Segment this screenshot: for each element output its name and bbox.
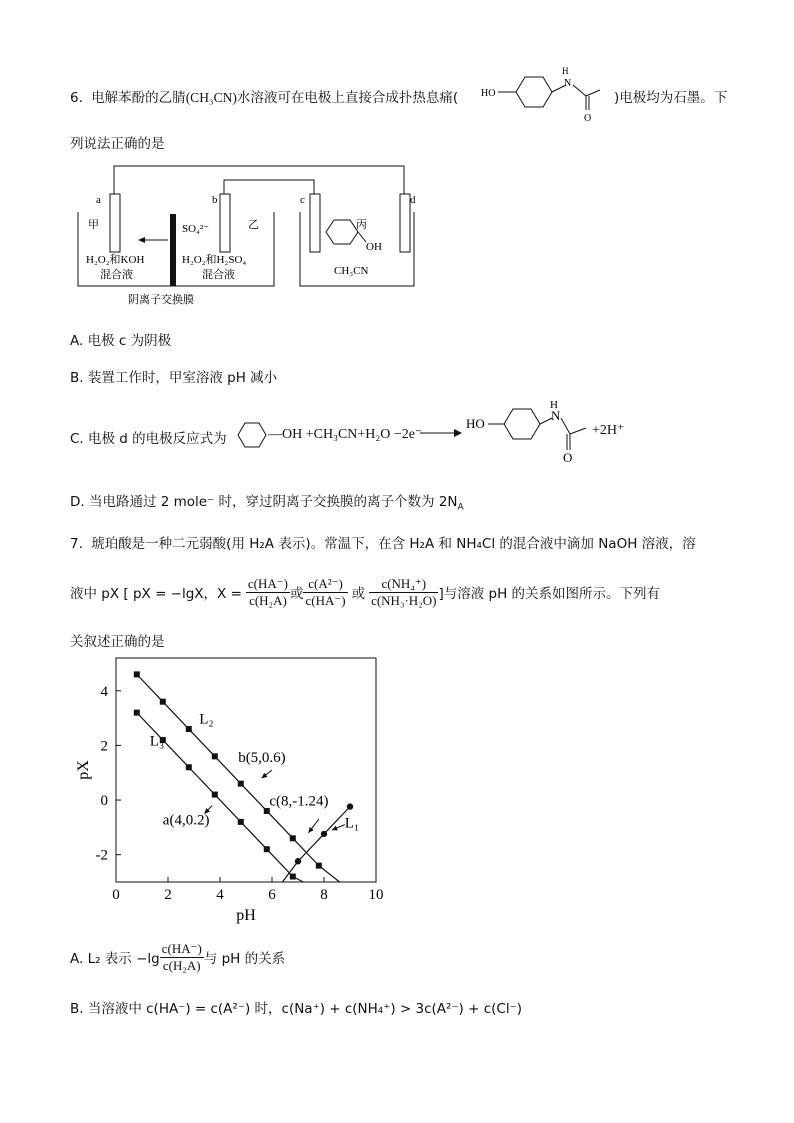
data-point-0 [316,863,322,869]
q6-option-c-equation: —OH +CH₃CN+H₂O −2e⁻ [268,427,423,442]
q6-option-d-sub: A [457,502,464,513]
q7-stem-line3: 关叙述正确的是 [70,634,165,650]
q7-option-b: B. 当溶液中 c(HA⁻) = c(A²⁻) 时，c(Na⁺) + c(NH₄⁺) > 3c(A²⁻) + c(Cl⁻) [70,1001,522,1017]
x-tick-label: 2 [164,887,172,903]
data-point-1 [134,710,140,716]
x-tick-label: 8 [320,887,328,903]
q6-option-d-text: D. 当电路通过 2 mole⁻ 时，穿过阴离子交换膜的离子个数为 2N [70,494,458,510]
reaction-arrow [418,426,464,440]
solvent-label: CH₃CN [334,265,369,277]
q6-number: 6. [70,90,83,106]
room-jia: 甲 [88,219,99,231]
data-point-0 [290,835,296,841]
electrode-a [110,194,120,252]
x-axis-label: pH [236,907,256,924]
annotation-5: L₁ [344,815,360,832]
q7-number: 7. [70,536,83,552]
q7-stem2-post: ]与溶液 pH 的关系如图所示。下列有 [438,586,661,602]
q6-stem-mid: 水溶液可在电极上直接合成扑热息痛( [236,90,459,106]
fraction-2 [303,576,347,609]
solution-yi-line1: H₂O₂和H₂SO₄ [182,254,247,266]
label-b: b [212,194,218,206]
data-point-0 [238,781,244,787]
data-point-2 [321,831,327,837]
ho-label: HO [481,88,496,99]
electrode-b [220,194,230,252]
q6-option-d [70,490,464,513]
product-h: H [550,400,558,411]
series-line-0 [137,674,340,882]
fraction-1 [246,576,290,609]
data-point-0 [212,753,218,759]
y-tick-label: -2 [95,847,108,864]
px-ph-chart [74,650,394,925]
electrode-d [400,194,410,252]
data-point-0 [160,699,166,705]
q6-stem-line2: 列说法正确的是 [70,136,165,152]
f3-den: c(NH₃·H₂O) [371,592,437,608]
data-point-1 [186,764,192,770]
arrow-b-head [262,773,268,778]
electrode-c [310,194,320,252]
q6-option-c [70,427,227,447]
y-tick-label: 0 [100,793,108,810]
annotation-0: L₂ [199,711,214,728]
q7-option-a-post: 与 pH 的关系 [203,951,286,967]
solution-yi-line2: 混合液 [202,269,235,281]
benzene-ring-reactant [236,420,268,450]
or-1: 或 [289,586,304,602]
data-point-2 [347,803,353,809]
h-label: H [562,66,569,76]
anion-exchange-membrane [170,214,176,286]
product-n: N [551,408,561,423]
q7-option-a-pre: A. L₂ 表示 −lg [70,951,160,967]
x-tick-label: 6 [268,887,276,903]
q6-stem [70,86,458,106]
q6-option-b: B. 装置工作时，甲室溶液 pH 减小 [70,370,278,386]
q6-option-c-post: +2H⁺ [592,423,625,438]
label-c: c [300,194,305,206]
o-label: O [584,113,592,124]
product-o: O [563,450,573,464]
phenol-oh: OH [366,241,382,253]
data-point-1 [212,792,218,798]
q7-stem1: 琥珀酸是一种二元弱酸(用 H₂A 表示)。常温下，在含 H₂A 和 NH₄Cl 的混合液中滴加 NaOH 溶液，溶 [91,536,696,552]
solution-jia-line2: 混合液 [100,269,133,281]
y-axis-label: pX [75,760,92,780]
f1-num: c(HA⁻) [247,575,288,591]
annotation-2: b(5,0.6) [238,749,286,766]
data-point-0 [134,671,140,677]
q7-stem2-pre: 液中 pX [ pX = −lgX，X = [70,586,242,602]
q6-stem-formula: (CH₃CN) [185,90,237,105]
or-2: 或 [351,586,366,602]
plot-frame [116,658,376,882]
series-line-2 [282,807,350,882]
opt-a-den: c(H₂A) [162,957,201,973]
q6-option-a: A. 电极 c 为阴极 [70,333,172,349]
membrane-label: 阴离子交换膜 [128,294,194,306]
q6-stem-post: )电极均为石墨。下 [614,90,728,106]
arrow-c-head [308,827,313,833]
product-ho: HO [466,416,485,431]
q6-stem-pre: 电解苯酚的乙腈 [91,90,186,106]
f2-num: c(A²⁻) [303,576,347,593]
annotation-1: L₃ [149,733,165,750]
fraction-3 [369,576,438,609]
label-a: a [96,194,101,206]
f2-den: c(HA⁻) [305,592,346,608]
paracetamol-structure [478,64,618,124]
q7-option-a [70,934,285,980]
room-yi: 乙 [248,219,259,231]
phenol-ring [326,220,358,244]
data-point-0 [186,726,192,732]
data-point-1 [238,819,244,825]
y-tick-label: 2 [100,738,108,755]
q7-option-a-fraction [160,941,204,974]
opt-a-num: c(HA⁻) [161,940,202,956]
room-bing: 丙 [356,219,367,231]
annotation-3: a(4,0.2) [162,812,210,829]
data-point-2 [295,858,301,864]
q7-stem-line2 [70,570,660,614]
solution-jia-line1: H₂O₂和KOH [86,254,145,266]
q7-stem-line1 [70,532,696,552]
sulfate-ion: SO₄²⁻ [182,223,210,235]
x-tick-label: 0 [112,887,120,903]
data-point-1 [264,846,270,852]
x-tick-label: 10 [368,887,384,903]
x-tick-label: 4 [216,887,224,903]
y-tick-label: 4 [100,683,108,700]
q6-option-c-pre: C. 电极 d 的电极反应式为 [70,431,227,447]
label-d: d [410,194,416,206]
n-label: N [564,78,572,89]
electrolysis-diagram [74,160,424,310]
data-point-1 [290,874,296,880]
f1-den: c(H₂A) [249,592,287,608]
paracetamol-product [462,400,592,464]
annotation-4: c(8,-1.24) [269,793,329,810]
f3-num: c(NH₄⁺) [369,576,438,593]
